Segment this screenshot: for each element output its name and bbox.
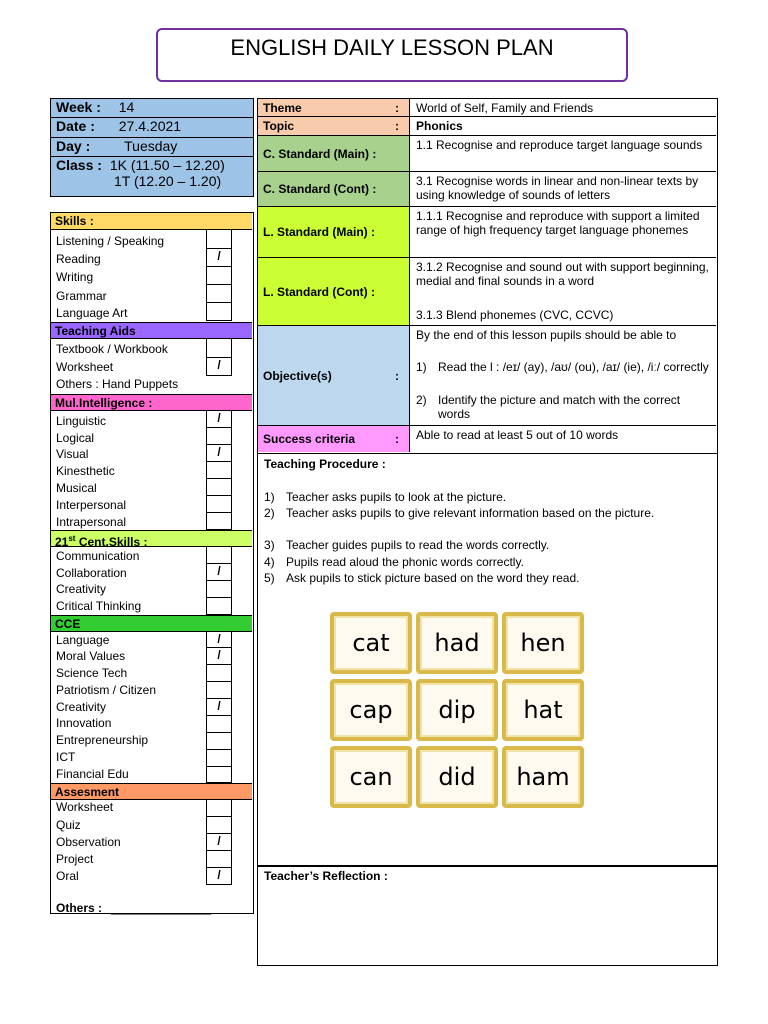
word-card: cat [330,612,412,674]
objectives-label-text: Objective(s) [263,368,332,383]
mi-musical-check[interactable] [206,479,232,496]
mi-kinesthetic: Kinesthetic [56,464,115,478]
cs-collaboration: Collaboration [56,566,127,580]
others-line[interactable]: _______________ [111,901,212,915]
cce-patriotism-check[interactable] [206,682,232,699]
word-card: had [416,612,498,674]
success-row [258,426,716,452]
ls-main-value: 1.1.1 Recognise and reproduce with support a limited range of high frequency target language phonemes [416,209,700,237]
mi-intrapersonal-check[interactable] [206,513,232,530]
mi-linguistic-check[interactable]: / [206,411,232,428]
lesson-info-table [257,98,718,454]
procedure-step: 3) Teacher guides pupils to read the words correctly. [264,538,550,552]
class-label: Class : [56,157,102,173]
teaching-aids-header: Teaching Aids [51,322,252,339]
cs-main-value: 1.1 Recognise and reproduce target language sounds [416,138,703,152]
teaching-procedure-section [257,454,718,866]
procedure-step-2: Teacher asks pupils to give relevant information based on the picture. [286,506,655,520]
ls-cont-value-2: 3.1.3 Blend phonemes (CVC, CCVC) [416,308,614,322]
ls-main-row [258,207,716,258]
mul-intelligence-header: Mul.Intelligence : [51,394,252,411]
topic-value: Phonics [416,119,463,133]
checklist-panel [50,212,254,914]
day-value: Tuesday [124,138,178,154]
skill-listening: Listening / Speaking [56,234,165,248]
mi-interpersonal-check[interactable] [206,496,232,513]
objectives-intro: By the end of this lesson pupils should be able to [416,328,677,342]
week-label: Week : [56,99,101,115]
cs-communication: Communication [56,549,140,563]
cs-cont-label: C. Standard (Cont) : [258,172,410,206]
objectives-label: Objective(s) : [258,326,410,425]
ls-cont-value-1: 3.1.2 Recognise and sound out with support beginning, medial and final sounds in a word [416,260,709,288]
cs-cont-value: 3.1 Recognise words in linear and non-linear texts by using knowledge of sounds of letters [416,174,699,202]
as-project-check[interactable] [206,851,232,868]
mi-visual: Visual [56,447,89,461]
theme-label-text: Theme [263,100,302,115]
cs-critical-thinking: Critical Thinking [56,599,142,613]
cce-ict-check[interactable] [206,750,232,767]
cce-financial-edu-check[interactable] [206,767,232,783]
mi-musical: Musical [56,481,97,495]
assesment-header: Assesment [51,783,252,800]
cent-skills-header [51,530,252,547]
cs-creativity-check[interactable] [206,581,232,598]
as-worksheet: Worksheet [56,800,114,814]
procedure-title: Teaching Procedure : [264,457,386,471]
objective-item: 2) Identify the picture and match with the correct words [416,393,681,421]
others-label: Others : [56,901,103,915]
as-quiz: Quiz [56,818,81,832]
skill-writing-check[interactable] [206,267,232,285]
skill-language-art: Language Art [56,306,128,320]
skill-reading: Reading [56,252,101,266]
cce-patriotism: Patriotism / Citizen [56,683,157,697]
procedure-step-1: Teacher asks pupils to look at the picture. [286,490,507,504]
word-card: hat [502,679,584,741]
day-label: Day : [56,138,91,154]
document-title: ENGLISH DAILY LESSON PLAN [156,28,628,82]
date-row [50,118,254,138]
theme-row [258,99,716,117]
word-card: ham [502,746,584,808]
procedure-step-4: Pupils read aloud the phonic words correctly. [286,555,524,569]
theme-value: World of Self, Family and Friends [416,101,594,115]
cce-ict: ICT [56,750,76,764]
cce-science-tech: Science Tech [56,666,128,680]
mi-logical: Logical [56,431,95,445]
aid-worksheet-check[interactable]: / [206,358,232,376]
mi-kinesthetic-check[interactable] [206,462,232,479]
skill-writing: Writing [56,270,94,284]
topic-label-text: Topic [263,119,295,133]
cs-creativity: Creativity [56,582,107,596]
cent-skills-sup: st [68,534,76,543]
procedure-step: 4) Pupils read aloud the phonic words correctly. [264,555,524,569]
mi-visual-check[interactable]: / [206,445,232,462]
mi-logical-check[interactable] [206,428,232,445]
cce-language: Language [56,633,110,647]
objectives-row [258,326,716,426]
procedure-step-3: Teacher guides pupils to read the words correctly. [286,538,550,552]
cce-moral-values: Moral Values [56,649,126,663]
mi-intrapersonal: Intrapersonal [56,515,127,529]
cce-science-tech-check[interactable] [206,665,232,682]
aid-textbook: Textbook / Workbook [56,342,168,356]
week-row [50,98,254,118]
aid-others: Others : Hand Puppets [56,377,179,391]
word-card: hen [502,612,584,674]
as-quiz-check[interactable] [206,817,232,834]
ls-main-label: L. Standard (Main) : [258,207,410,257]
skill-grammar: Grammar [56,289,107,303]
class-value-1: 1K (11.50 – 12.20) [109,157,225,173]
cs-communication-check[interactable] [206,547,232,564]
cs-critical-thinking-check[interactable] [206,598,232,615]
skill-reading-check[interactable]: / [206,249,232,267]
as-project: Project [56,852,94,866]
objective-2-text: Identify the picture and match with the correct words [438,393,681,421]
aid-textbook-check[interactable] [206,339,232,358]
cent-skills-title-rest: Cent.Skills : [75,535,148,549]
ls-cont-label: L. Standard (Cont) : [258,258,410,325]
date-label: Date : [56,118,95,134]
aid-worksheet: Worksheet [56,360,114,374]
topic-row [258,117,716,136]
as-observation: Observation [56,835,121,849]
class-value-2: 1T (12.20 – 1.20) [114,173,222,189]
as-oral: Oral [56,869,79,883]
cs-main-row [258,136,716,172]
cce-header: CCE [51,615,252,632]
word-card: cap [330,679,412,741]
skill-language-art-check[interactable] [206,303,232,321]
cent-skills-title: 21 [55,535,69,549]
procedure-step-5: Ask pupils to stick picture based on the word they read. [286,571,580,585]
cce-entrepreneurship-check[interactable] [206,733,232,750]
mi-interpersonal: Interpersonal [56,498,127,512]
ls-cont-row [258,258,716,326]
skill-listening-check[interactable] [206,230,232,249]
word-card: dip [416,679,498,741]
date-value: 27.4.2021 [118,118,182,134]
cs-collaboration-check[interactable]: / [206,564,232,581]
objective-1-text: Read the l : /eɪ/ (ay), /aʊ/ (ou), /aɪ/ (ie), /iː/ correctly [438,360,709,374]
cce-moral-values-check[interactable]: / [206,648,232,665]
procedure-step: 1) Teacher asks pupils to look at the picture. [264,490,507,504]
word-card: did [416,746,498,808]
cce-financial-edu: Financial Edu [56,767,129,781]
cs-cont-row [258,172,716,207]
word-card: can [330,746,412,808]
day-row [50,138,254,157]
reflection-title: Teacher’s Reflection : [264,869,388,883]
success-label-text: Success criteria [263,432,356,446]
success-value: Able to read at least 5 out of 10 words [416,428,619,442]
theme-label: Theme : [258,99,410,116]
cce-innovation-check[interactable] [206,716,232,733]
cce-language-check[interactable]: / [206,632,232,648]
as-observation-check[interactable]: / [206,834,232,851]
topic-label: Topic : [258,117,410,135]
success-label: Success criteria : [258,426,410,452]
as-worksheet-check[interactable] [206,800,232,817]
week-value: 14 [118,99,135,115]
procedure-step: 5) Ask pupils to stick picture based on the word they read. [264,571,580,585]
as-oral-check[interactable]: / [206,868,232,885]
skill-grammar-check[interactable] [206,285,232,303]
cce-creativity: Creativity [56,700,107,714]
class-row [50,157,254,197]
objective-item: 1) Read the l : /eɪ/ (ay), /aʊ/ (ou), /aɪ/ (ie), /iː/ correctly [416,360,709,374]
skills-header: Skills : [51,213,252,230]
cce-entrepreneurship: Entrepreneurship [56,733,149,747]
mi-linguistic: Linguistic [56,414,107,428]
cce-creativity-check[interactable]: / [206,699,232,716]
cce-innovation: Innovation [56,716,112,730]
teacher-reflection-section[interactable] [257,866,718,966]
procedure-step: 2) Teacher asks pupils to give relevant information based on the picture. [264,506,655,520]
cs-main-label: C. Standard (Main) : [258,136,410,171]
